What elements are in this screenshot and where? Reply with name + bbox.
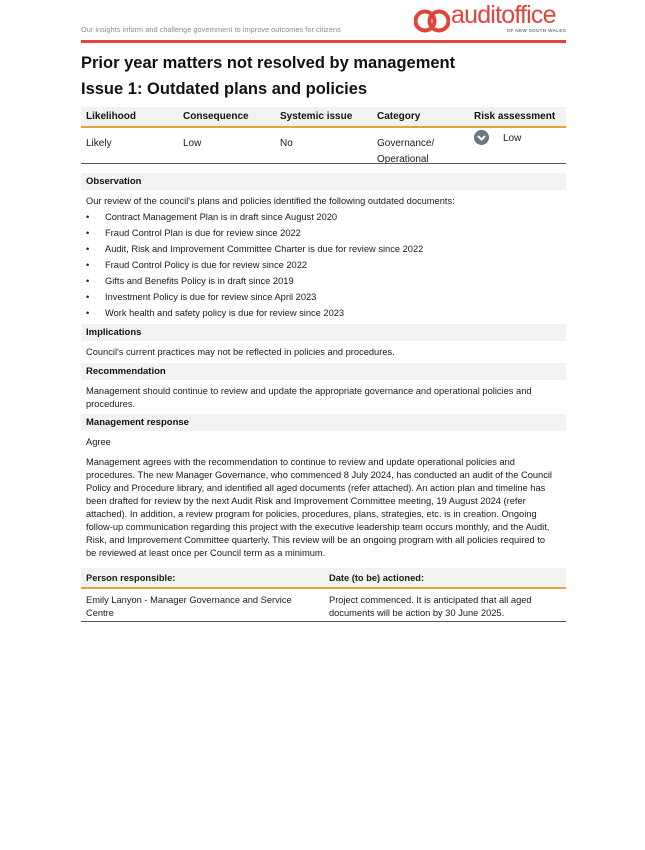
recommendation-text: Management should continue to review and update the appropriate governance and operational policies and procedures. [86,386,532,409]
audit-office-logo [414,1,566,38]
list-item: • Gifts and Benefits Policy is in draft since 2019 [81,273,561,289]
list-item: • Audit, Risk and Improvement Committee Charter is due for review since 2022 [81,241,561,257]
management-response-text: Management agrees with the recommendation to continue to review and update operational policies and procedures. The new Manager Governance, who commenced 8 July 2024, has conducted an audit of the Council Policy and Procedure library, and identified all aged documents (refer attached). An action plan and timeline has been drafted for review by the next Audit Risk and Improvement Committee meeting, 19 August 2024 (refer attached). In addition, a review program for policies, procedures, plans, strategies, etc. is in creation. Ongoing follow-up communication regarding this project with the executive leadership team occurs monthly, and the Audit, Risk, and Improvement Committee quarterly. This review will be an ongoing program with all policies required to be reviewed at least once per Council term as a minimum. [86,457,552,558]
likelihood-value: Likely [86,138,112,149]
risk-table [81,107,566,164]
risk-table-row [81,128,566,164]
header-consequence: Consequence [183,111,249,122]
management-response-agree: Agree [86,437,111,447]
management-response-heading [81,414,566,431]
implications-text: Council's current practices may not be reflected in policies and procedures. [86,347,395,357]
logo-subtitle: OF NEW SOUTH WALES [506,29,566,34]
implications-heading [81,324,566,341]
person-responsible-value: Emily Lanyon - Manager Governance and Service Centre [86,595,292,618]
category-value [377,136,457,168]
recommendation-heading [81,363,566,380]
list-item: • Investment Policy is due for review since April 2023 [81,289,561,305]
list-item: • Contract Management Plan is in draft since August 2020 [81,209,561,225]
recommendation-heading-label: Recommendation [86,366,166,377]
systemic-value: No [280,138,293,149]
management-response-heading-label: Management response [86,417,189,428]
chevron-down-circle-icon [474,130,489,145]
header-tagline: Our insights inform and challenge government to improve outcomes for citizens [81,25,341,34]
list-item: • Fraud Control Policy is due for review since 2022 [81,257,561,273]
observation-list [81,209,561,321]
header-likelihood: Likelihood [86,111,136,122]
category-line-1: Governance/ [377,138,435,149]
category-line-2: Operational [377,154,429,165]
header-divider [81,40,566,43]
logo-rings-icon [414,6,450,36]
observation-heading-label: Observation [86,176,142,187]
risk-assessment-value: Low [503,133,522,144]
issue-title: Issue 1: Outdated plans and policies [81,80,368,98]
header-person-responsible: Person responsible: [86,573,176,583]
logo-wordmark: auditoffice [451,1,556,29]
page-title: Prior year matters not resolved by management [81,54,456,72]
observation-heading [81,173,566,190]
responsible-table [81,568,566,622]
header-systemic-issue: Systemic issue [280,111,353,122]
list-item: • Work health and safety policy is due for review since 2023 [81,305,561,321]
header-date-actioned: Date (to be) actioned: [329,573,425,583]
observation-intro: Our review of the council's plans and policies identified the following outdated documents: [86,196,455,206]
risk-table-header [81,107,566,128]
list-item: • Fraud Control Plan is due for review since 2022 [81,225,561,241]
header-category: Category [377,111,421,122]
implications-heading-label: Implications [86,327,142,338]
consequence-value: Low [183,138,202,149]
responsible-table-row [81,589,566,622]
date-actioned-value: Project commenced. It is anticipated that all aged documents will be action by 30 June 2025. [329,595,532,618]
header-risk-assessment: Risk assessment [474,111,556,122]
responsible-table-header [81,568,566,589]
